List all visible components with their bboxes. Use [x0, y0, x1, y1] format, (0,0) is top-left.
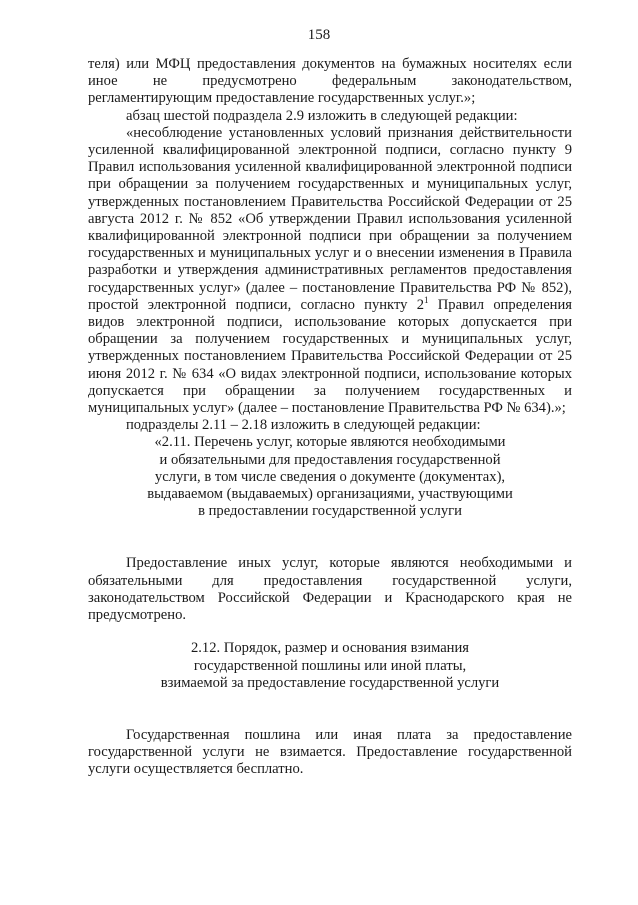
section-heading-2-11	[88, 434, 572, 520]
heading-line: в предоставлении государственной услуги	[198, 503, 462, 520]
paragraph-signature-text-a: «несоблюдение установленных условий признания действительности усиленной квалифицированной электронной подписи, согласно пункту 9 Правил использования усиленной квалифицированной электронной подписи при обращении за получением государственных и муниципальных услуг, утвержденных постановлением Правительства Российской Федерации от 25 августа 2012 г. № 852 «Об утверждении Правил использования усиленной квалифицированной электронной подписи при обращении за получением государственных и муниципальных услуг и о внесении изменения в Правила разработки и утверждения административных регламентов предоставления государственных услуг» (далее – постановление Правительства РФ № 852), простой электронной подписи, согласно пункту 2	[88, 124, 572, 313]
paragraph-signature-conditions	[88, 125, 572, 417]
paragraph-state-fee: Государственная пошлина или иная плата за предоставление государственной услуги не взимается. Предоставление государственной услуги осуществляется бесплатно.	[88, 726, 572, 778]
paragraph-continuation: теля) или МФЦ предоставления документов на бумажных носителях если иное не предусмотрено федеральным законодательством, регламентирующим предоставление государственных услуг.»;	[88, 56, 572, 107]
section-heading-2-12	[88, 640, 572, 692]
page-number: 158	[307, 27, 331, 43]
heading-line: 2.12. Порядок, размер и основания взимания	[190, 640, 470, 657]
heading-line: «2.11. Перечень услуг, которые являются необходимыми	[154, 434, 506, 451]
heading-line: государственной пошлины или иной платы,	[193, 657, 467, 674]
heading-line: и обязательными для предоставления государственной	[159, 451, 501, 468]
document-body	[88, 56, 572, 779]
footnote-superscript: 1	[424, 294, 429, 305]
paragraph-signature-text-b: Правил определения видов электронной подписи, использование которых допускается при обращении за получением государственных и муниципальных услуг, утвержденных постановлением Правительства Российской Федерации от 25 июня 2012 г. № 634 «О видах электронной подписи, использование которых допускается при обращении за получением государственных и муниципальных услуг» (далее – постановление Правительства РФ № 634).»;	[88, 296, 573, 417]
heading-line: выдаваемом (выдаваемых) организациями, участвующими	[147, 486, 513, 503]
paragraph-amendment-2-11: подразделы 2.11 – 2.18 изложить в следующей редакции:	[126, 417, 481, 434]
heading-line: услуги, в том числе сведения о документе (документах),	[154, 468, 506, 485]
paragraph-amendment-2-9: абзац шестой подраздела 2.9 изложить в следующей редакции:	[126, 107, 518, 124]
heading-line: взимаемой за предоставление государственной услуги	[160, 674, 500, 691]
paragraph-other-services: Предоставление иных услуг, которые являются необходимыми и обязательными для предоставления государственной услуги, законодательством Российской Федерации и Краснодарского края не предусмотрено.	[88, 555, 572, 624]
